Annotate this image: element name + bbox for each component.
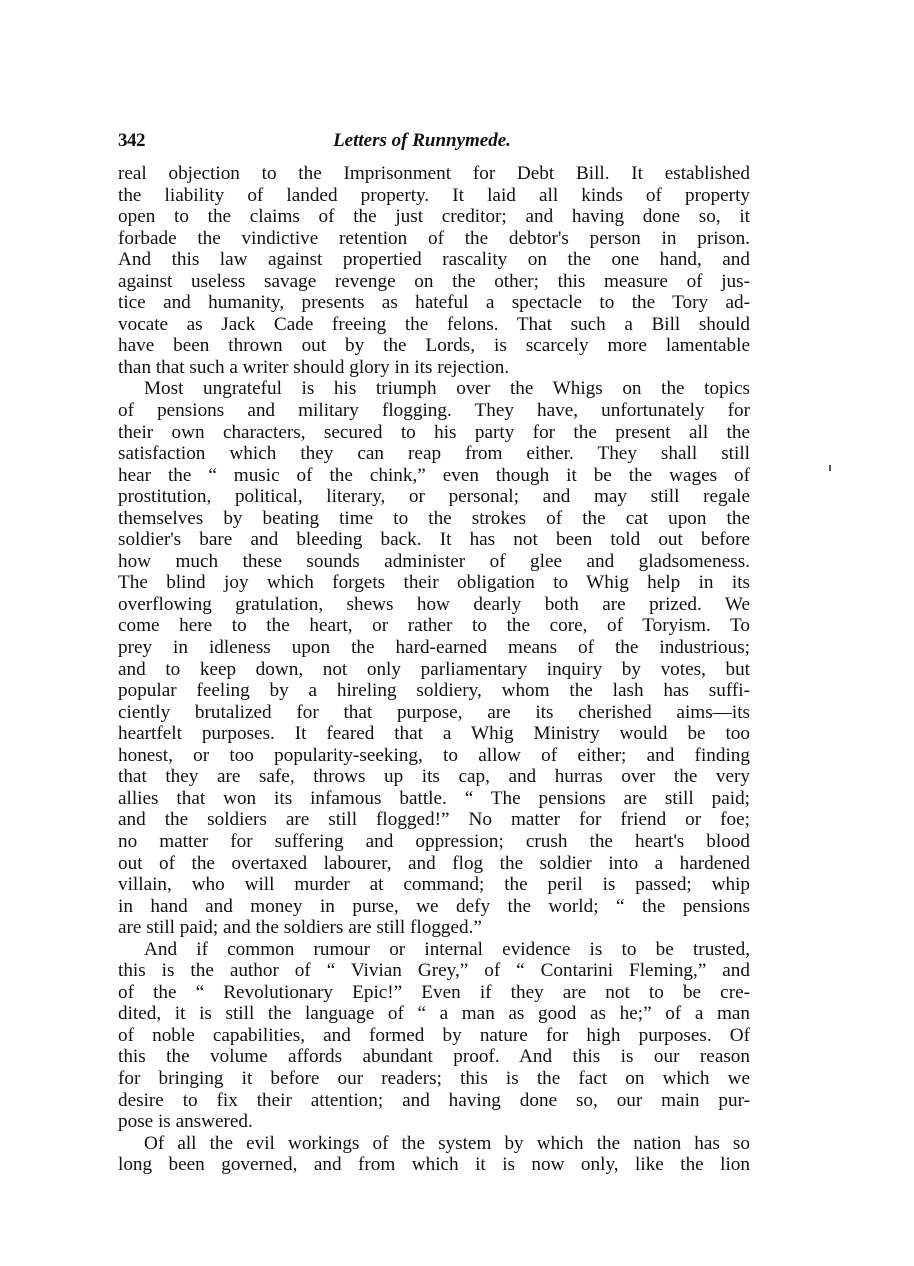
text-line: of pensions and military flogging. They have, unfortunately for (118, 400, 750, 422)
text-line: the liability of landed property. It laid all kinds of property (118, 184, 750, 206)
paragraph-end-line: are still paid; and the soldiers are still flogged.” (118, 917, 482, 939)
text-line: forbade the vindictive retention of the debtor's person in prison. (118, 227, 750, 249)
text-line: villain, who will murder at command; the peril is passed; whip (118, 874, 750, 896)
running-head (118, 130, 750, 156)
text-line: of the “ Revolutionary Epic!” Even if they are not to be cre- (118, 981, 750, 1003)
text-line: come here to the heart, or rather to the core, of Toryism. To (118, 615, 750, 637)
text-line: prostitution, political, literary, or personal; and may still regale (118, 486, 750, 508)
text-line: ciently brutalized for that purpose, are its cherished aims—its (118, 701, 750, 723)
text-line: themselves by beating time to the strokes of the cat upon the (118, 507, 750, 529)
text-line: for bringing it before our readers; this is the fact on which we (118, 1067, 750, 1089)
running-title: Letters of Runnymede. (333, 130, 511, 151)
text-line: honest, or too popularity-seeking, to allow of either; and finding (118, 744, 750, 766)
text-line: this is the author of “ Vivian Grey,” of “ Contarini Fleming,” and (118, 960, 750, 982)
text-line: out of the overtaxed labourer, and flog the soldier into a hardened (118, 852, 750, 874)
text-line: open to the claims of the just creditor; and having done so, it (118, 206, 750, 228)
text-line: dited, it is still the language of “ a man as good as he;” of a man (118, 1003, 750, 1025)
text-line: prey in idleness upon the hard-earned means of the industrious; (118, 637, 750, 659)
text-line: have been thrown out by the Lords, is scarcely more lamentable (118, 335, 750, 357)
text-line: no matter for suffering and oppression; crush the heart's blood (118, 830, 750, 852)
text-line: The blind joy which forgets their obligation to Whig help in its (118, 572, 750, 594)
body-text (118, 163, 750, 1176)
text-line: heartfelt purposes. It feared that a Whig Ministry would be too (118, 723, 750, 745)
text-line: this the volume affords abundant proof. And this is our reason (118, 1046, 750, 1068)
page-number: 342 (118, 130, 145, 151)
text-line: that they are safe, throws up its cap, and hurras over the very (118, 766, 750, 788)
text-line: overflowing gratulation, shews how dearly both are prized. We (118, 593, 750, 615)
text-line: and to keep down, not only parliamentary inquiry by votes, but (118, 658, 750, 680)
text-line: real objection to the Imprisonment for Debt Bill. It established (118, 163, 750, 184)
text-line: desire to fix their attention; and having done so, our main pur- (118, 1089, 750, 1111)
text-line: in hand and money in purse, we defy the world; “ the pensions (118, 895, 750, 917)
text-line: long been governed, and from which it is now only, like the lion (118, 1154, 750, 1176)
paragraph-end-line: than that such a writer should glory in its rejection. (118, 356, 510, 378)
paragraph-start-line: And if common rumour or internal evidence is to be trusted, (144, 938, 750, 960)
text-line: and the soldiers are still flogged!” No matter for friend or foe; (118, 809, 750, 831)
text-line: And this law against propertied rascality on the one hand, and (118, 249, 750, 271)
text-line: how much these sounds administer of glee and gladsomeness. (118, 550, 750, 572)
paragraph-end-line: pose is answered. (118, 1111, 253, 1133)
text-line: satisfaction which they can reap from either. They shall still (118, 443, 750, 465)
text-line: popular feeling by a hireling soldiery, whom the lash has suffi- (118, 680, 750, 702)
text-line: of noble capabilities, and formed by nature for high purposes. Of (118, 1024, 750, 1046)
text-line: vocate as Jack Cade freeing the felons. That such a Bill should (118, 313, 750, 335)
paragraph-start-line: Of all the evil workings of the system by which the nation has so (144, 1132, 750, 1154)
text-line: allies that won its infamous battle. “ The pensions are still paid; (118, 787, 750, 809)
paragraph-start-line: Most ungrateful is his triumph over the Whigs on the topics (144, 378, 750, 400)
margin-ink-mark (829, 465, 831, 471)
text-line: against useless savage revenge on the other; this measure of jus- (118, 270, 750, 292)
text-line: their own characters, secured to his party for the present all the (118, 421, 750, 443)
text-line: soldier's bare and bleeding back. It has not been told out before (118, 529, 750, 551)
text-line: tice and humanity, presents as hateful a spectacle to the Tory ad- (118, 292, 750, 314)
text-line: hear the “ music of the chink,” even though it be the wages of (118, 464, 750, 486)
